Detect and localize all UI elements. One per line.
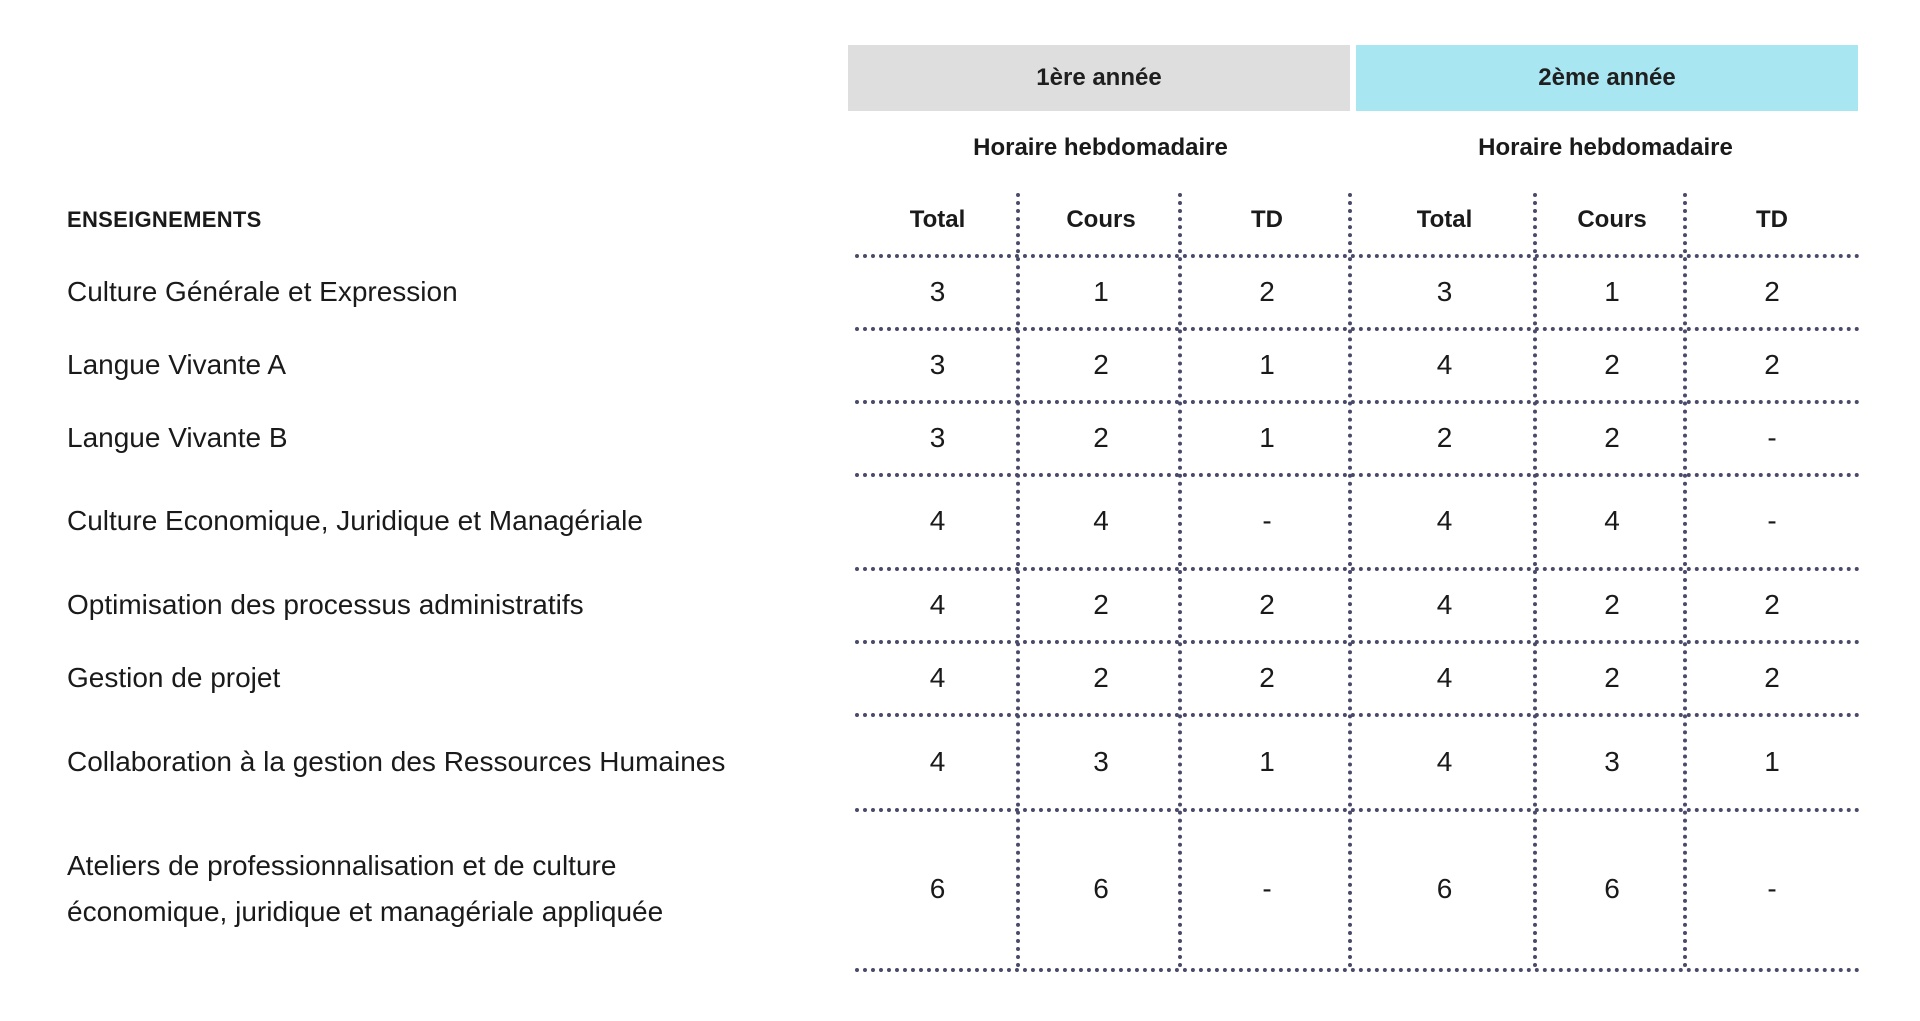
cell-value: 2 bbox=[1093, 421, 1109, 453]
cell-value: 4 bbox=[1604, 505, 1620, 536]
cell-value: 2 bbox=[1764, 588, 1780, 620]
row-label: Collaboration à la gestion des Ressources Humaines bbox=[67, 745, 726, 777]
cell-value: 1 bbox=[1764, 745, 1780, 777]
cell-value: 3 bbox=[1604, 745, 1620, 777]
cell-value: 4 bbox=[1436, 505, 1453, 536]
cell-value: 4 bbox=[929, 505, 946, 536]
cell-value: 4 bbox=[929, 661, 946, 693]
cell-value: 2 bbox=[1093, 588, 1109, 620]
cell-value: 6 bbox=[1093, 873, 1109, 904]
cell-value: 2 bbox=[1764, 275, 1780, 307]
row-label: Ateliers de professionnalisation et de culture économique, juridique et managériale appliquée bbox=[67, 850, 664, 927]
cell-value: 2 bbox=[1604, 348, 1620, 380]
cell-value: 3 bbox=[1093, 745, 1109, 777]
year-1-header: 1ère année bbox=[848, 45, 1350, 111]
cell-value: 6 bbox=[1436, 873, 1453, 904]
column-header-cours-y1: Cours bbox=[1066, 206, 1136, 233]
cell-value: 4 bbox=[929, 588, 946, 620]
cell-value: 2 bbox=[1259, 275, 1275, 307]
section-label: ENSEIGNEMENTS bbox=[67, 207, 262, 232]
cell-value: 6 bbox=[929, 873, 946, 904]
cell-value: 2 bbox=[1604, 421, 1620, 453]
cell-value: 4 bbox=[1436, 588, 1453, 620]
row-label: Langue Vivante A bbox=[67, 348, 287, 380]
cell-value: 3 bbox=[929, 348, 946, 380]
column-header-total-y1: Total bbox=[909, 206, 966, 233]
cell-value: 2 bbox=[1764, 348, 1780, 380]
cell-value: 2 bbox=[1093, 348, 1109, 380]
row-label: Optimisation des processus administratifs bbox=[67, 588, 584, 620]
cell-value: - bbox=[1767, 421, 1777, 453]
cell-value: 2 bbox=[1436, 421, 1453, 453]
column-header-total-y2: Total bbox=[1416, 206, 1473, 233]
cell-value: 6 bbox=[1604, 873, 1620, 904]
cell-value: 2 bbox=[1259, 588, 1275, 620]
year-2-subheader: Horaire hebdomadaire bbox=[1478, 134, 1733, 161]
column-header-td-y1: TD bbox=[1251, 206, 1283, 233]
cell-value: 2 bbox=[1259, 661, 1275, 693]
column-header-cours-y2: Cours bbox=[1577, 206, 1647, 233]
cell-value: - bbox=[1767, 873, 1777, 904]
cell-value: 4 bbox=[1093, 505, 1109, 536]
cell-value: 1 bbox=[1259, 348, 1275, 380]
cell-value: 2 bbox=[1764, 661, 1780, 693]
cell-value: 1 bbox=[1093, 275, 1109, 307]
cell-value: 1 bbox=[1259, 421, 1275, 453]
cell-value: 3 bbox=[929, 421, 946, 453]
year-2-header: 2ème année bbox=[1356, 45, 1858, 111]
row-label: Culture Générale et Expression bbox=[67, 275, 458, 307]
row-label: Gestion de projet bbox=[67, 661, 281, 693]
cell-value: - bbox=[1262, 505, 1272, 536]
cell-value: 4 bbox=[1436, 348, 1453, 380]
cell-value: 3 bbox=[1436, 275, 1453, 307]
row-label: Culture Economique, Juridique et Managériale bbox=[67, 505, 643, 536]
cell-value: 4 bbox=[1436, 661, 1453, 693]
year-1-subheader: Horaire hebdomadaire bbox=[973, 134, 1228, 161]
cell-value: - bbox=[1262, 873, 1272, 904]
cell-value: 3 bbox=[929, 275, 946, 307]
column-header-td-y2: TD bbox=[1756, 206, 1788, 233]
cell-value: 1 bbox=[1604, 275, 1620, 307]
cell-value: 2 bbox=[1093, 661, 1109, 693]
cell-value: 2 bbox=[1604, 661, 1620, 693]
row-label: Langue Vivante B bbox=[67, 421, 288, 453]
row-divider bbox=[855, 968, 1860, 972]
cell-value: 2 bbox=[1604, 588, 1620, 620]
cell-value: - bbox=[1767, 505, 1777, 536]
cell-value: 1 bbox=[1259, 745, 1275, 777]
cell-value: 4 bbox=[929, 745, 946, 777]
cell-value: 4 bbox=[1436, 745, 1453, 777]
